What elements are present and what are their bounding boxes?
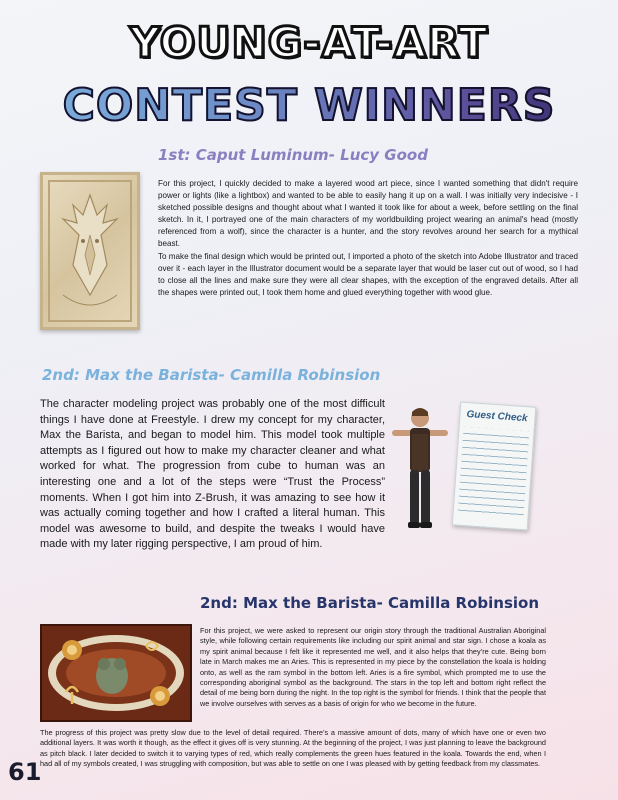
section-2-paragraph: The character modeling project was probably one of the most difficult things I have done at Freestyle. I drew my concept for my character, Max the Barista, and began to model him. This model took multiple attempts as I figured out how to make my character cleaner and what worked for what. The progression from cube to human was an interesting one and a lot of the steps were “Trust the Process” moments. When I got him into Z-Brush, it was amazing to see how it was actually coming together and how I crafted a literal human. This model was awesome to build, and despite the tweaks I would have made with my later rigging perspective, I am proud of him. [40, 398, 385, 551]
section-3-paragraph: The progress of this project was pretty slow due to the level of detail required. There’s a massive amount of dots, many of which have one or even two additional layers. It was worth it though, as the effect it gives off is very stunning. At the beginning of the project, I was just planning to leave the background as pitch black. I later decided to switch it to varying types of red, which really complements the green hues featured in the koala. Towards the end, when I had all of my symbols created, I was struggling with composition, but was able to settle on one I was pleased with by getting feedback from my classmates. [40, 728, 546, 769]
section-2-heading: 2nd: Max the Barista- Camilla Robinsion [42, 366, 381, 384]
page-title-line-2: CONTEST WINNERS [0, 80, 618, 131]
section-3-heading: 2nd: Max the Barista- Camilla Robinsion [200, 594, 540, 612]
page-title-line-1: YOUNG-AT-ART [129, 18, 489, 67]
guest-check-image [452, 402, 536, 531]
section-2-body [40, 397, 385, 553]
guest-check-lines [458, 427, 530, 519]
page-number: 61 [8, 758, 42, 786]
guest-check-title: Guest Check [466, 408, 528, 425]
section-3-body-continued [40, 728, 546, 770]
section-1-paragraph: To make the final design which would be printed out, I imported a photo of the sketch into Adobe Illustrator and traced over it - each layer in the Illustrator document would be a separate layer that would be laser cut out of wood, so I had to close all the lines and make sure they were all clear shapes, with the exception of the engraved details. After all the shapes were printed out, I took them home and glued everything together with wood glue. [158, 251, 578, 297]
aboriginal-koala-image [40, 624, 192, 722]
section-3-paragraph: For this project, we were asked to represent our origin story through the traditional Australian Aboriginal style, while following certain requirements like including our spirit animal and star sign. I chose a koala as my spirit animal because I felt like it represented me well, and it also helps that they’re cute. Being born late in March makes me an Aries. This is represented in my piece by the constellation the koala is holding onto, as well as the ram symbol in the bottom left. Aries is a fire symbol, which prompted me to use the corresponding aboriginal symbol as the background. The stars in the top left and bottom right reflect the detail of me being born during the night. In the top right is the symbol for friends. I think that the people that we involve ourselves with serves as a basis of origin for who we become in the future. [200, 626, 546, 708]
section-1-paragraph: For this project, I quickly decided to make a layered wood art piece, since I wanted something that didn't require power or lights (like a lightbox) and wanted to be able to easily hang it up on a wall. I was initially very indecisive - I sketched possible designs and thought about what I wanted it took like for about a week, before settling on the final sketch. In it, I portrayed one of the main characters of my worldbuilding project wearing an animal's head (mostly referenced from a wolf), since the character is a hunter, and the story revolves around her search for a mythical beast. [158, 179, 578, 249]
section-1-body [158, 178, 578, 299]
barista-character-image [388, 404, 452, 534]
section-3-body [200, 626, 546, 709]
wood-art-image [40, 172, 140, 330]
section-1-heading: 1st: Caput Luminum- Lucy Good [158, 146, 428, 164]
